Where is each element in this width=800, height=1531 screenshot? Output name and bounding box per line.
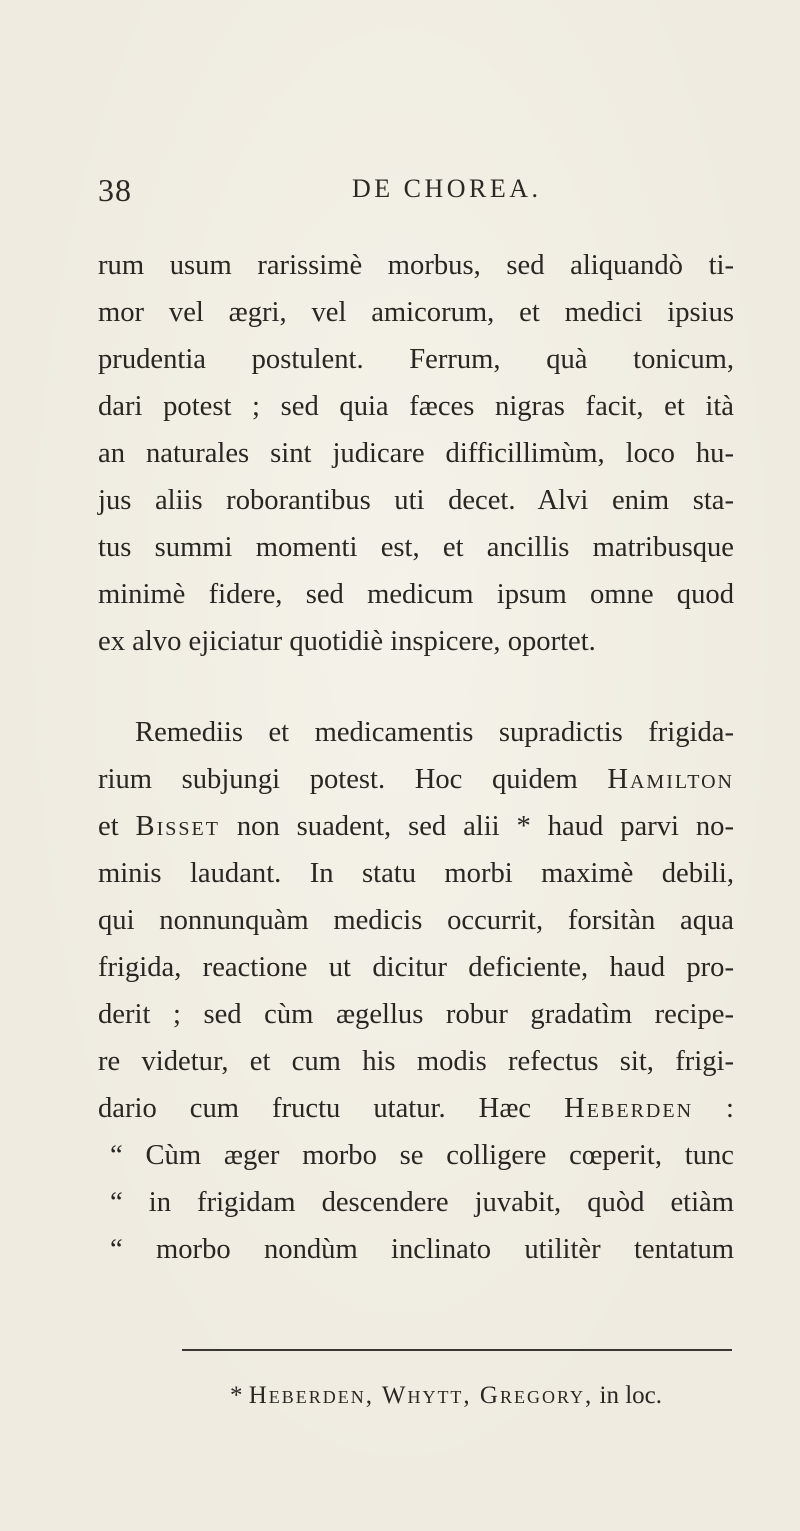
text-span: dario cum fructu utatur. Hæc bbox=[98, 1093, 532, 1124]
text-line: re videtur, et cum his modis refectus sit, frigi- bbox=[98, 1046, 734, 1077]
author-name: Bisset bbox=[135, 811, 220, 842]
text-line: frigida, reactione ut dicitur deficiente, haud pro- bbox=[98, 952, 734, 983]
author-name: Heberden bbox=[564, 1093, 694, 1124]
footnote-authors: Heberden, Whytt, Gregory, bbox=[248, 1382, 594, 1409]
quote-line: “ morbo nondùm inclinato utilitèr tentatum bbox=[110, 1234, 734, 1265]
text-line: Remediis et medicamentis supradictis frigida- bbox=[135, 717, 734, 748]
footnote-text: in loc. bbox=[599, 1382, 662, 1409]
author-name: Hamilton bbox=[607, 764, 734, 795]
text-span: non suadent, sed alii * haud parvi no- bbox=[236, 811, 734, 842]
text-line: rum usum rarissimè morbus, sed aliquandò ti- bbox=[98, 250, 734, 281]
footnote-marker: * bbox=[230, 1382, 243, 1409]
text-line: minimè fidere, sed medicum ipsum omne quod bbox=[98, 579, 734, 610]
page-number: 38 bbox=[98, 172, 132, 208]
text-line: mor vel ægri, vel amicorum, et medici ipsius bbox=[98, 297, 734, 328]
text-line: ex alvo ejiciatur quotidiè inspicere, oportet. bbox=[98, 626, 596, 657]
quote-line: “ Cùm æger morbo se colligere cœperit, tunc bbox=[110, 1140, 734, 1171]
text-line bbox=[98, 809, 734, 845]
text-line: prudentia postulent. Ferrum, quà tonicum, bbox=[98, 344, 734, 375]
text-line: jus aliis roborantibus uti decet. Alvi enim sta- bbox=[98, 485, 734, 516]
text-span: et bbox=[98, 811, 119, 842]
running-head: DE CHOREA. bbox=[352, 174, 542, 203]
text-span: : bbox=[693, 1093, 734, 1124]
footnote-rule bbox=[182, 1349, 732, 1351]
footnote bbox=[230, 1380, 662, 1412]
text-line bbox=[98, 1091, 734, 1127]
text-line: tus summi momenti est, et ancillis matribusque bbox=[98, 532, 734, 563]
text-line: qui nonnunquàm medicis occurrit, forsitàn aqua bbox=[98, 905, 734, 936]
text-line: an naturales sint judicare difficillimùm, loco hu- bbox=[98, 438, 734, 469]
text-line: minis laudant. In statu morbi maximè debili, bbox=[98, 858, 734, 889]
text-line: dari potest ; sed quia fæces nigras facit, et ità bbox=[98, 391, 734, 422]
quote-line: “ in frigidam descendere juvabit, quòd etiàm bbox=[110, 1187, 734, 1218]
page-header bbox=[0, 172, 800, 212]
text-line bbox=[98, 762, 734, 798]
text-line: derit ; sed cùm ægellus robur gradatìm recipe- bbox=[98, 999, 734, 1030]
text-span: rium subjungi potest. Hoc quidem bbox=[98, 764, 578, 795]
